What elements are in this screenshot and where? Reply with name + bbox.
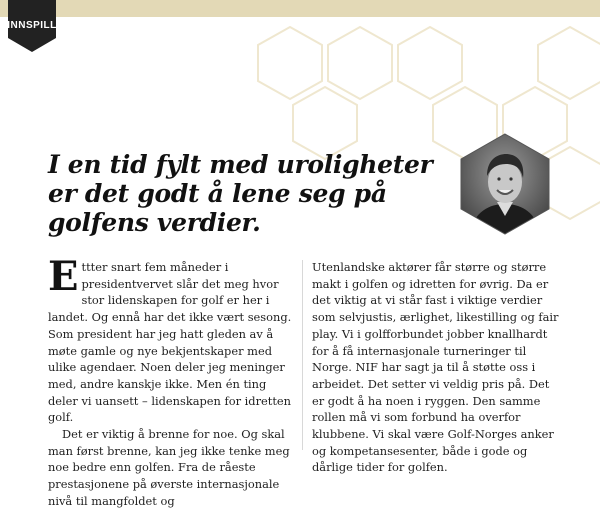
- paragraph-text: ttter snart fem måneder i presidentvervet slår det meg hvor stor lidenskapen for golf er her i landet. Og ennå har det ikke vært sesong. Som president har jeg hatt gleden av å møte gamle og nye bekjentskaper med ulike agendaer. Noen deler jeg meninger med, andre kanskje ikke. Men én ting deler vi uansett – lidenskapen for idretten golf.: [48, 260, 292, 425]
- article-column-right: [312, 259, 562, 476]
- section-badge: [0, 0, 64, 50]
- article-paragraph: [48, 253, 295, 426]
- section-label: INNSPILL: [7, 20, 57, 31]
- article-headline: I en tid fylt med uroligheter er det godt å lene seg på golfens verdier.: [48, 150, 433, 237]
- article-paragraph: Utenlandske aktører får større og større makt i golfen og idretten for øvrig. Da er det viktig at vi står fast i viktige verdier som selvjustis, ærlighet, likestilling og fair play. Vi i golfforbundet jobber knallhardt for å få internasjonale turneringer til Norge. NIF har sagt ja til å støtte oss i arbeidet. Det setter vi veldig pris på. Det er godt å ha noen i ryggen. Den samme rollen må vi som forbund ha overfor klubbene. Vi skal være Golf-Norges anker og kompetansesenter, både i gode og dårlige tider for golfen.: [312, 260, 559, 475]
- article-paragraph: Det er viktig å brenne for noe. Og skal man først brenne, kan jeg ikke tenke meg noe bedre enn golfen. Fra de råeste prestasjonene på øverste internasjonale nivå til mangfoldet og: [48, 427, 290, 508]
- accent-top-bar: [0, 0, 600, 17]
- author-portrait: [459, 132, 551, 236]
- article-column-left: [48, 253, 295, 510]
- drop-cap: E: [48, 253, 79, 300]
- column-divider: [302, 260, 303, 450]
